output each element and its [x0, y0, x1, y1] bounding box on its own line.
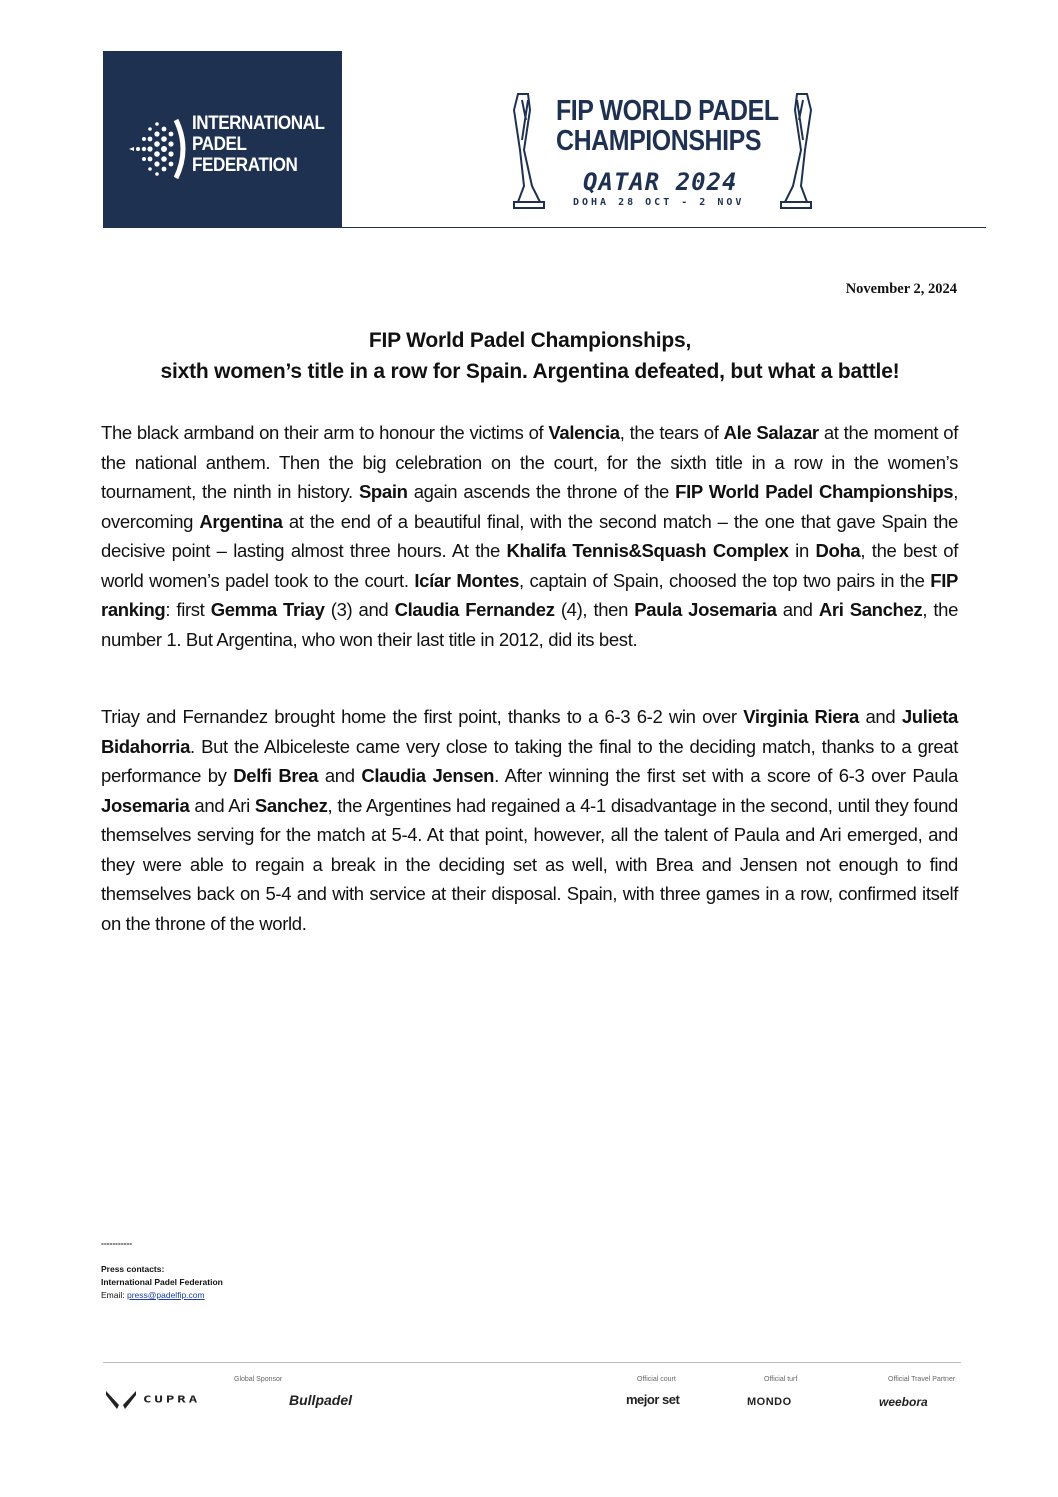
bold-text: Sanchez	[254, 794, 328, 816]
contacts-org: International Padel Federation	[101, 1277, 223, 1287]
contacts-email-row	[101, 1289, 223, 1302]
body-paragraph-1	[101, 418, 958, 654]
bold-text: Khalifa Tennis&Squash Complex	[506, 540, 789, 561]
email-link[interactable]: press@padelfip.com	[126, 1290, 205, 1300]
bold-text: Josemaria	[101, 794, 190, 816]
mejorset-sponsor: mejor set	[626, 1392, 680, 1407]
text-run: Triay and Fernandez brought home the first point, thanks to a 6-3 6-2 win over	[101, 706, 744, 727]
bold-text: Gemma Triay	[210, 599, 325, 620]
text-run: . But the Albiceleste came very close to taking the final to the deciding match, thanks to a great performance by	[101, 735, 958, 786]
bold-text: Delfi Brea	[233, 765, 319, 786]
bullpadel-sponsor: Bullpadel	[289, 1392, 353, 1408]
text-run: at the end of a beautiful final, with the second match – the one that gave Spain the decisive point – lasting almost three hours. At the	[101, 510, 958, 561]
text-run: , the best of world women’s padel took to the court.	[101, 540, 958, 591]
cupra-sponsor: CUPRA	[143, 1394, 201, 1406]
text-run: The black armband on their arm to honour the victims of	[101, 422, 549, 443]
federation-name	[192, 113, 325, 176]
text-run: and Ari	[189, 794, 255, 816]
text-run: , the number 1. But Argentina, who won their last title in 2012, did its best.	[101, 599, 959, 650]
bold-text: Icíar Montes	[414, 569, 520, 591]
contacts-separator: -----------	[101, 1238, 133, 1248]
press-release-title	[100, 325, 960, 387]
championship-location: QATAR 2024	[583, 168, 738, 196]
text-run: in	[788, 540, 816, 561]
title-line-2: sixth women’s title in a row for Spain. Argentina defeated, but what a battle!	[160, 360, 900, 383]
bold-text: FIP World Padel Championships	[675, 481, 954, 502]
email-label: Email:	[101, 1290, 127, 1300]
text-run: and	[318, 765, 362, 786]
bold-text: Claudia Fernandez	[394, 599, 555, 620]
bold-text: Paula Josemaria	[634, 599, 777, 620]
footer-divider	[103, 1362, 961, 1363]
text-run: , the Argentines had regained a 4-1 disadvantage in the second, until they found themselves serving for the match at 5-4. At that point, however, all the talent of Paula and Ari emerged, and they were able to regain a break in the deciding set as well, with Brea and Jensen not enough to find themselves back on 5-4 and with service at their disposal. Spain, with three games in a row, confirmed itself on the throne of the world.	[101, 794, 958, 934]
text-run: . After winning the first set with a score of 6-3 over Paula	[494, 765, 958, 786]
text-run: : first	[165, 599, 211, 620]
bold-text: Spain	[358, 481, 408, 502]
bold-text: Virginia Riera	[743, 706, 859, 727]
official-turf-label: Official turf	[764, 1376, 798, 1383]
bold-text: FIP ranking	[101, 569, 959, 620]
text-run: (3) and	[324, 599, 395, 620]
federation-line-3: FEDERATION	[192, 155, 298, 176]
press-release-date: November 2, 2024	[845, 281, 957, 297]
bold-text: Claudia Jensen	[361, 765, 495, 786]
body-paragraph-2	[101, 702, 958, 938]
padel-ball-logo-icon	[128, 114, 188, 184]
text-run: , the tears of	[619, 422, 724, 443]
championship-title-line-2: CHAMPIONSHIPS	[556, 125, 762, 157]
championship-title-line-1: FIP WORLD PADEL	[556, 95, 779, 127]
federation-line-1: INTERNATIONAL	[192, 113, 325, 134]
bold-text: Julieta Bidahorria	[101, 706, 958, 757]
cupra-logo-icon	[106, 1391, 136, 1409]
text-run: , captain of Spain, choosed the top two pairs in the	[519, 569, 931, 591]
official-travel-label: Official Travel Partner	[888, 1376, 956, 1383]
text-run: at the moment of the national anthem. Then the big celebration on the court, for the sixth title in a row in the women’s tournament, the ninth in history.	[101, 422, 958, 502]
text-run: again ascends the throne of the	[407, 481, 676, 502]
bold-text: Valencia	[548, 422, 620, 443]
bold-text: Ari Sanchez	[818, 599, 923, 620]
text-run: and	[776, 599, 819, 620]
championship-title	[556, 96, 779, 156]
title-line-1: FIP World Padel Championships,	[368, 329, 692, 352]
text-run: (4), then	[554, 599, 635, 620]
global-sponsor-label: Global Sponsor	[234, 1376, 283, 1383]
championship-dates: DOHA 28 OCT - 2 NOV	[573, 197, 745, 208]
official-court-label: Official court	[637, 1376, 676, 1383]
press-contacts	[101, 1237, 223, 1302]
text-run: , overcoming	[101, 481, 959, 532]
contacts-label: Press contacts:	[101, 1264, 165, 1274]
mondo-sponsor: MONDO	[747, 1396, 792, 1408]
weebora-sponsor: weebora	[879, 1395, 928, 1409]
bold-text: Doha	[815, 540, 861, 561]
federation-line-2: PADEL	[192, 134, 247, 155]
header-divider	[103, 227, 986, 228]
text-run: and	[858, 706, 902, 727]
bold-text: Argentina	[199, 510, 283, 532]
bold-text: Ale Salazar	[723, 422, 819, 443]
